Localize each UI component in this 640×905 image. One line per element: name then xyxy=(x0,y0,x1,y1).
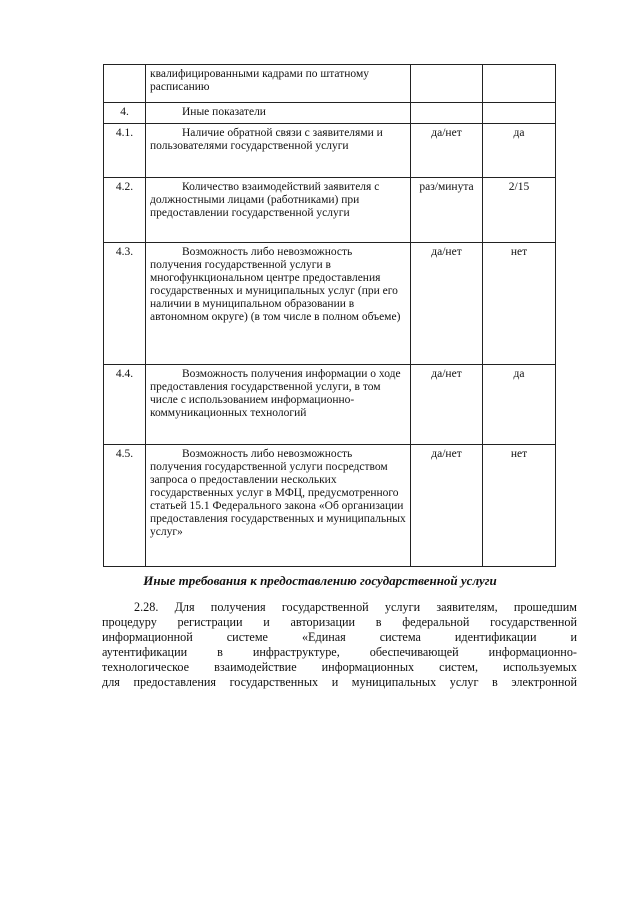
description-text: Возможность либо невозможность получения государственной услуги посредством запроса о предоставлении нескольких государственных услуг в МФЦ, предусмотренного статьей 15.1 Федерального закона «Об организации предоставления государственных и муниципальных услуг» xyxy=(150,448,406,538)
row-unit xyxy=(411,103,483,124)
row-value: да xyxy=(483,124,556,178)
description-text: Количество взаимодействий заявителя с должностными лицами (работниками) при предоставлении государственной услуги xyxy=(150,181,380,219)
row-number xyxy=(104,65,146,103)
table-row xyxy=(104,365,556,445)
row-description xyxy=(146,103,411,124)
table-row xyxy=(104,124,556,178)
row-unit: да/нет xyxy=(411,243,483,365)
description-text: Возможность либо невозможность получения государственной услуги в многофункциональном центре предоставления государственных и муниципальных услуг (при его наличии в муниципальном образовании в автономном округе) (в том числе в полном объеме) xyxy=(150,246,401,323)
row-value: да xyxy=(483,365,556,445)
row-description xyxy=(146,243,411,365)
row-number: 4.2. xyxy=(104,178,146,243)
table-row xyxy=(104,243,556,365)
description-text: Наличие обратной связи с заявителями и пользователями государственной услуги xyxy=(150,127,383,152)
row-description xyxy=(146,365,411,445)
row-value: нет xyxy=(483,445,556,567)
row-unit: да/нет xyxy=(411,365,483,445)
description-text: Иные показатели xyxy=(182,106,266,118)
paragraph-line: процедуру регистрации и авторизации в федеральной государственной xyxy=(102,615,577,629)
paragraph-line: технологическое взаимодействие информационных систем, используемых xyxy=(102,660,577,674)
row-description xyxy=(146,178,411,243)
table-row xyxy=(104,103,556,124)
row-description xyxy=(146,445,411,567)
row-unit: раз/минута xyxy=(411,178,483,243)
paragraph-line: аутентификации в инфраструктуре, обеспечивающей информационно- xyxy=(102,645,577,659)
description-text: Возможность получения информации о ходе предоставления государственной услуги, в том числе с использованием информационно-коммуникационных технологий xyxy=(150,368,401,419)
paragraph-line: 2.28. Для получения государственной услуги заявителям, прошедшим xyxy=(134,600,577,614)
row-number: 4.1. xyxy=(104,124,146,178)
row-number: 4.3. xyxy=(104,243,146,365)
row-unit: да/нет xyxy=(411,445,483,567)
paragraph-line: информационной системе «Единая система идентификации и xyxy=(102,630,577,644)
row-number: 4. xyxy=(104,103,146,124)
description-text: квалифицированными кадрами по штатному расписанию xyxy=(150,68,369,93)
section-title: Иные требования к предоставлению государственной услуги xyxy=(143,573,497,588)
row-number: 4.5. xyxy=(104,445,146,567)
paragraph-line: для предоставления государственных и муниципальных услуг в электронной xyxy=(102,675,577,689)
table-row xyxy=(104,445,556,567)
indicators-table xyxy=(103,64,556,567)
row-value: нет xyxy=(483,243,556,365)
row-value xyxy=(483,65,556,103)
row-number: 4.4. xyxy=(104,365,146,445)
table-row xyxy=(104,65,556,103)
row-unit xyxy=(411,65,483,103)
row-value xyxy=(483,103,556,124)
row-value: 2/15 xyxy=(483,178,556,243)
table-row xyxy=(104,178,556,243)
row-description xyxy=(146,124,411,178)
body-paragraph xyxy=(102,600,577,690)
row-unit: да/нет xyxy=(411,124,483,178)
row-description xyxy=(146,65,411,103)
